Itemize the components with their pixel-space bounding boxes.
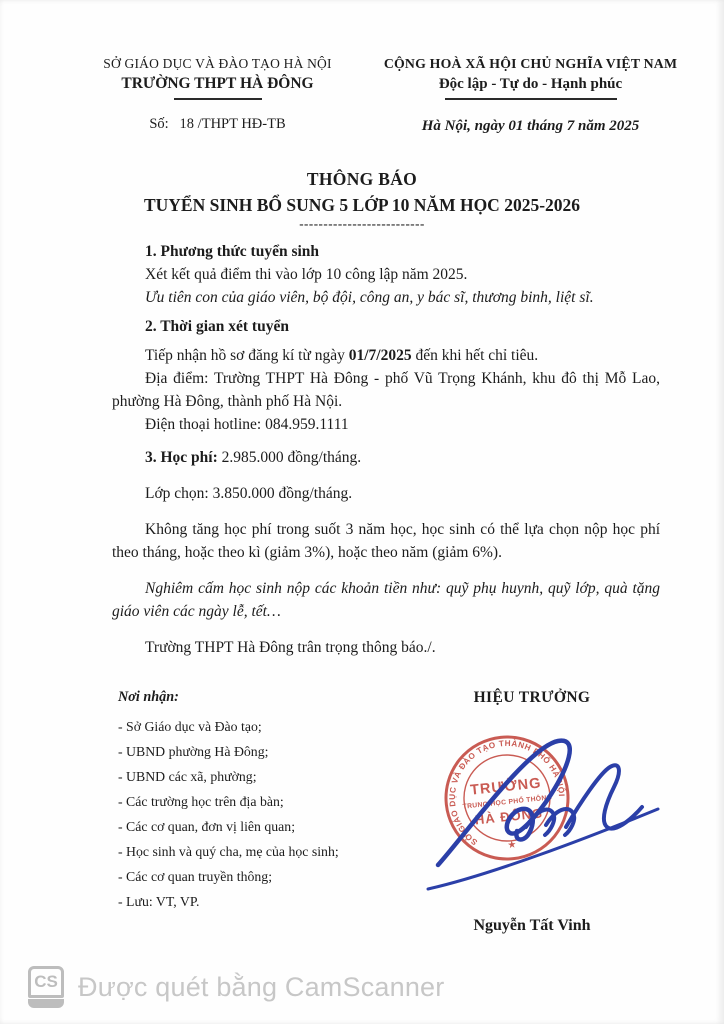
national-motto: Độc lập - Tự do - Hạnh phúc — [438, 76, 623, 92]
deadline-text-prefix: Tiếp nhận hồ sơ đăng kí từ ngày — [145, 346, 349, 364]
camscanner-icon-letters: CS — [28, 966, 64, 998]
header-rule-right — [445, 98, 617, 100]
national-header-block — [365, 56, 696, 135]
stamp-center-line1: TRƯỜNG — [469, 774, 543, 799]
handwritten-signature — [410, 717, 670, 907]
stamp-center-line3: HÀ ĐÔNG — [474, 804, 544, 827]
closing-line: Trường THPT Hà Đông trân trọng thông báo./. — [145, 638, 436, 656]
recipient-item: - Sở Giáo dục và Đào tạo; — [118, 718, 262, 734]
section3-heading-line — [112, 446, 660, 469]
place-date-line: Hà Nội, ngày 01 tháng 7 năm 2025 — [421, 117, 640, 134]
tuition-fee-value: 2.985.000 đồng/tháng. — [217, 448, 362, 466]
school-name: TRƯỜNG THPT HÀ ĐÔNG — [121, 75, 314, 92]
signer-title: HIỆU TRƯỞNG — [473, 688, 591, 706]
deadline-date: 01/7/2025 — [348, 346, 412, 364]
deadline-text-suffix: đến khi hết chỉ tiêu. — [411, 346, 539, 364]
document-title: THÔNG BÁO — [306, 168, 418, 189]
document-body — [112, 240, 660, 659]
document-header — [0, 0, 724, 135]
camscanner-icon-base — [28, 999, 64, 1008]
stamp-ring-text: SỞ GIÁO DỤC VÀ ĐÀO TẠO THÀNH PHỐ HÀ NỘI — [447, 738, 566, 847]
document-number: Số: 18 /THPT HĐ-TB — [149, 115, 286, 132]
recipient-item: - Các cơ quan, đơn vị liên quan; — [118, 818, 296, 834]
signer-name: Nguyễn Tất Vinh — [473, 916, 591, 934]
stamp-star: ★ — [506, 838, 517, 851]
issuing-org-block — [70, 56, 365, 135]
recipients-heading: Nơi nhận: — [118, 688, 179, 705]
section2-heading: 2. Thời gian xét tuyển — [145, 317, 289, 335]
document-footer — [0, 689, 724, 935]
section1-paragraph-1: Xét kết quả điểm thi vào lớp 10 công lập năm 2025. — [145, 265, 468, 283]
recipient-item: - Học sinh và quý cha, mẹ của học sinh; — [118, 843, 339, 859]
recipient-item: - Các trường học trên địa bàn; — [118, 793, 284, 809]
camscanner-text: Được quét bằng CamScanner — [78, 971, 445, 1002]
title-block — [0, 169, 724, 229]
recipient-item: - Lưu: VT, VP. — [118, 893, 200, 909]
title-separator: -------------------------- — [299, 215, 425, 231]
stamp-and-signature-area — [392, 715, 672, 911]
section2-paragraph-3: Điện thoại hotline: 084.959.1111 — [145, 415, 349, 433]
section2-paragraph-2: Địa điểm: Trường THPT Hà Đông - phố Vũ Trọng Khánh, khu đô thị Mỗ Lao, phường Hà Đông, thành phố Hà Nội. — [112, 369, 660, 410]
recipient-item: - Các cơ quan truyền thông; — [118, 868, 273, 884]
section3-paragraph-2: Lớp chọn: 3.850.000 đồng/tháng. — [145, 484, 353, 502]
document-subtitle: TUYỂN SINH BỔ SUNG 5 LỚP 10 NĂM HỌC 2025-2026 — [143, 194, 581, 215]
prohibition-note: Nghiêm cấm học sinh nộp các khoản tiền như: quỹ phụ huynh, quỹ lớp, quà tặng giáo viên các ngày lễ, tết… — [112, 579, 660, 620]
section3-heading: 3. Học phí: — [145, 448, 218, 466]
national-title: CỘNG HOÀ XÃ HỘI CHỦ NGHĨA VIỆT NAM — [383, 56, 678, 71]
recipient-item: - UBND các xã, phường; — [118, 768, 257, 784]
section3-paragraph-3: Không tăng học phí trong suốt 3 năm học, học sinh có thể lựa chọn nộp học phí theo tháng, hoặc theo kì (giảm 3%), hoặc theo năm (giảm 6%). — [112, 520, 660, 561]
header-rule-left — [174, 98, 262, 100]
signature-block — [392, 689, 672, 935]
camscanner-icon — [28, 966, 64, 1008]
stamp-center-line2: TRUNG HỌC PHỔ THÔNG — [462, 793, 553, 811]
section2-paragraph-1 — [112, 344, 660, 367]
section1-paragraph-2: Ưu tiên con của giáo viên, bộ đội, công an, y bác sĩ, thương binh, liệt sĩ. — [145, 288, 594, 306]
recipient-item: - UBND phường Hà Đông; — [118, 743, 269, 759]
parent-org-name: SỞ GIÁO DỤC VÀ ĐÀO TẠO HÀ NỘI — [103, 56, 332, 71]
recipients-block — [118, 689, 390, 935]
section1-heading: 1. Phương thức tuyển sinh — [145, 242, 320, 260]
camscanner-watermark — [28, 966, 444, 1008]
